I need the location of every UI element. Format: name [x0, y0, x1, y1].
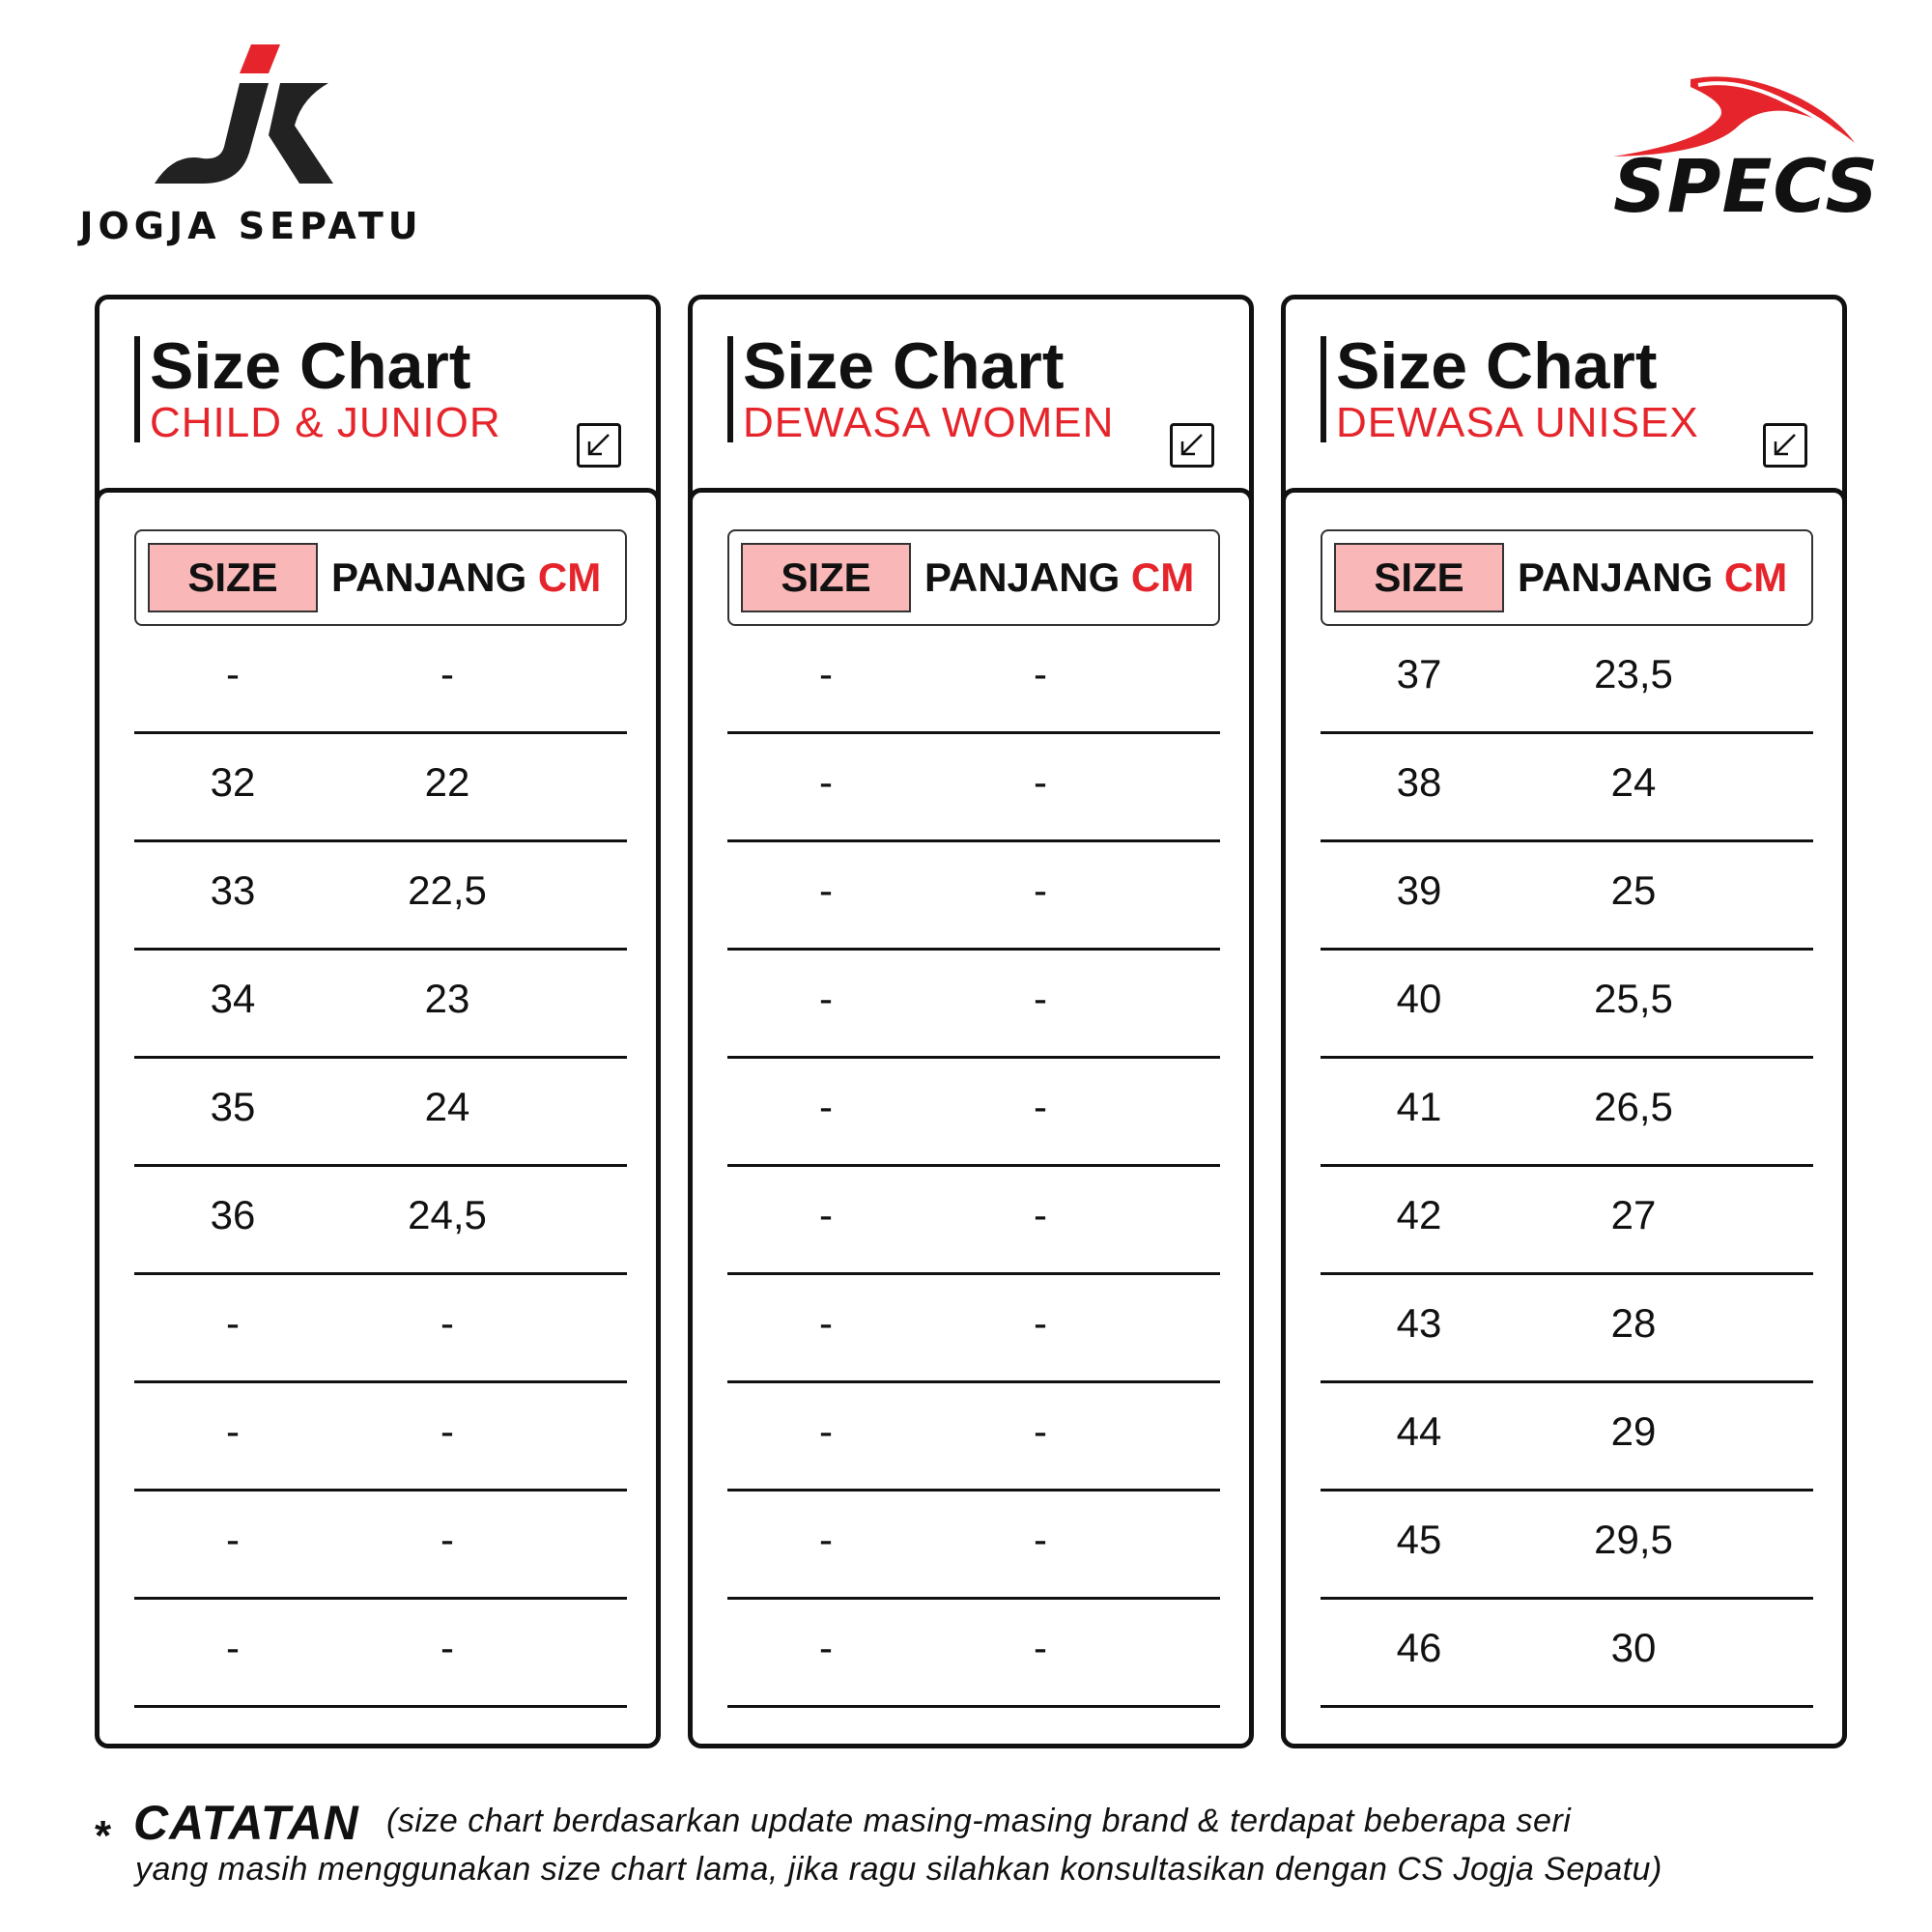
table-header	[1321, 529, 1813, 626]
expand-arrow-icon[interactable]	[577, 423, 621, 468]
size-value: -	[226, 1300, 240, 1346]
size-value: -	[226, 1517, 240, 1562]
size-value: 37	[1396, 651, 1442, 696]
size-value: -	[819, 759, 833, 805]
brand-name-right: SPECS	[1613, 143, 1880, 229]
table-row	[727, 842, 1220, 951]
size-value: -	[819, 1625, 833, 1670]
size-value: 38	[1396, 759, 1442, 805]
size-value: 34	[210, 976, 256, 1021]
size-column-header: SIZE	[148, 543, 318, 612]
size-value: 41	[1396, 1084, 1442, 1129]
card-subtitle: DEWASA WOMEN	[743, 399, 1115, 446]
length-value: 24,5	[408, 1192, 487, 1237]
length-column-header	[1518, 543, 1807, 612]
table-row	[727, 626, 1220, 734]
table-row	[727, 1059, 1220, 1167]
size-value: 46	[1396, 1625, 1442, 1670]
size-value: -	[819, 1084, 833, 1129]
table-row	[1321, 626, 1813, 734]
length-value: -	[1034, 651, 1047, 696]
length-value: 23	[424, 976, 470, 1021]
table-row	[134, 1167, 627, 1275]
size-value: -	[226, 1625, 240, 1670]
size-value: 36	[210, 1192, 256, 1237]
length-value: -	[1034, 976, 1047, 1021]
length-value: -	[1034, 1300, 1047, 1346]
length-column-header	[331, 543, 621, 612]
length-value: 29,5	[1594, 1517, 1673, 1562]
table-row	[134, 842, 627, 951]
length-value: -	[440, 1625, 454, 1670]
size-value: -	[226, 1408, 240, 1454]
table-row	[1321, 842, 1813, 951]
jogja-sepatu-logo	[68, 39, 435, 261]
length-value: 25	[1610, 867, 1657, 913]
js-monogram-icon	[135, 39, 367, 203]
length-value: 22,5	[408, 867, 487, 913]
table-row	[134, 626, 627, 734]
table-header	[727, 529, 1220, 626]
length-value: 23,5	[1594, 651, 1673, 696]
table-row	[727, 1167, 1220, 1275]
size-value: -	[819, 1192, 833, 1237]
card-header	[99, 299, 656, 493]
table-row	[727, 1492, 1220, 1600]
length-value: 30	[1610, 1625, 1657, 1670]
size-value: -	[819, 867, 833, 913]
size-value: 42	[1396, 1192, 1442, 1237]
table-row	[134, 1383, 627, 1492]
size-rows	[727, 626, 1220, 1708]
unit-label: CM	[537, 554, 602, 600]
title-accent-bar	[1321, 336, 1326, 442]
size-value: 32	[210, 759, 256, 805]
brand-name-left: JOGJA SEPATU	[79, 205, 423, 247]
table-row	[1321, 1167, 1813, 1275]
size-value: -	[819, 1300, 833, 1346]
size-value: -	[819, 1517, 833, 1562]
table-row	[1321, 951, 1813, 1059]
table-row	[727, 1383, 1220, 1492]
card-body	[95, 488, 661, 1748]
card-subtitle: DEWASA UNISEX	[1336, 399, 1699, 446]
table-row	[1321, 1275, 1813, 1383]
length-value: -	[440, 1300, 454, 1346]
size-value: 44	[1396, 1408, 1442, 1454]
size-chart-card-child-junior	[95, 295, 661, 1744]
length-label: PANJANG	[331, 554, 527, 600]
length-value: -	[1034, 1408, 1047, 1454]
size-value: 33	[210, 867, 256, 913]
expand-arrow-icon[interactable]	[1763, 423, 1807, 468]
length-value: 26,5	[1594, 1084, 1673, 1129]
size-value: -	[226, 651, 240, 696]
table-row	[727, 951, 1220, 1059]
length-value: 28	[1610, 1300, 1657, 1346]
size-column-header: SIZE	[1334, 543, 1504, 612]
table-row	[1321, 1600, 1813, 1708]
size-value: -	[819, 651, 833, 696]
asterisk: *	[95, 1812, 112, 1860]
table-row	[134, 1275, 627, 1383]
expand-arrow-icon[interactable]	[1170, 423, 1214, 468]
length-value: -	[1034, 1517, 1047, 1562]
note-text-line-2: yang masih menggunakan size chart lama, jika ragu silahkan konsultasikan dengan CS Jogja Sepatu)	[135, 1851, 1662, 1888]
length-value: 24	[1610, 759, 1657, 805]
table-header	[134, 529, 627, 626]
table-row	[1321, 1059, 1813, 1167]
card-title: Size Chart	[1336, 329, 1658, 403]
card-title: Size Chart	[150, 329, 471, 403]
size-value: 43	[1396, 1300, 1442, 1346]
card-title: Size Chart	[743, 329, 1065, 403]
size-value: 40	[1396, 976, 1442, 1021]
size-value: 45	[1396, 1517, 1442, 1562]
length-value: -	[1034, 1192, 1047, 1237]
length-column-header	[924, 543, 1214, 612]
length-value: 27	[1610, 1192, 1657, 1237]
size-value: 39	[1396, 867, 1442, 913]
card-subtitle: CHILD & JUNIOR	[150, 399, 501, 446]
unit-label: CM	[1723, 554, 1788, 600]
table-row	[1321, 734, 1813, 842]
size-chart-card-dewasa-women	[688, 295, 1254, 1744]
length-value: -	[440, 651, 454, 696]
table-row	[134, 951, 627, 1059]
length-value: 22	[424, 759, 470, 805]
size-rows	[1321, 626, 1813, 1708]
table-row	[134, 1059, 627, 1167]
note-text-line-1: (size chart berdasarkan update masing-masing brand & terdapat beberapa seri	[386, 1803, 1572, 1839]
size-value: -	[819, 1408, 833, 1454]
length-value: -	[1034, 1084, 1047, 1129]
card-header	[693, 299, 1249, 493]
length-value: -	[440, 1408, 454, 1454]
size-chart-card-dewasa-unisex	[1281, 295, 1847, 1744]
table-row	[727, 734, 1220, 842]
length-label: PANJANG	[1518, 554, 1714, 600]
size-value: -	[819, 976, 833, 1021]
title-accent-bar	[134, 336, 140, 442]
card-body	[1281, 488, 1847, 1748]
title-accent-bar	[727, 336, 733, 442]
table-row	[727, 1600, 1220, 1708]
table-row	[1321, 1383, 1813, 1492]
length-value: 25,5	[1594, 976, 1673, 1021]
unit-label: CM	[1130, 554, 1195, 600]
length-value: 29	[1610, 1408, 1657, 1454]
length-value: -	[440, 1517, 454, 1562]
size-column-header: SIZE	[741, 543, 911, 612]
specs-logo	[1594, 68, 1880, 232]
table-row	[727, 1275, 1220, 1383]
size-value: 35	[210, 1084, 256, 1129]
card-body	[688, 488, 1254, 1748]
length-value: -	[1034, 1625, 1047, 1670]
size-rows	[134, 626, 627, 1708]
length-label: PANJANG	[924, 554, 1121, 600]
length-value: 24	[424, 1084, 470, 1129]
table-row	[134, 1492, 627, 1600]
length-value: -	[1034, 867, 1047, 913]
length-value: -	[1034, 759, 1047, 805]
table-row	[134, 734, 627, 842]
table-row	[1321, 1492, 1813, 1600]
card-header	[1286, 299, 1842, 493]
note-label: CATATAN	[133, 1796, 359, 1850]
table-row	[134, 1600, 627, 1708]
